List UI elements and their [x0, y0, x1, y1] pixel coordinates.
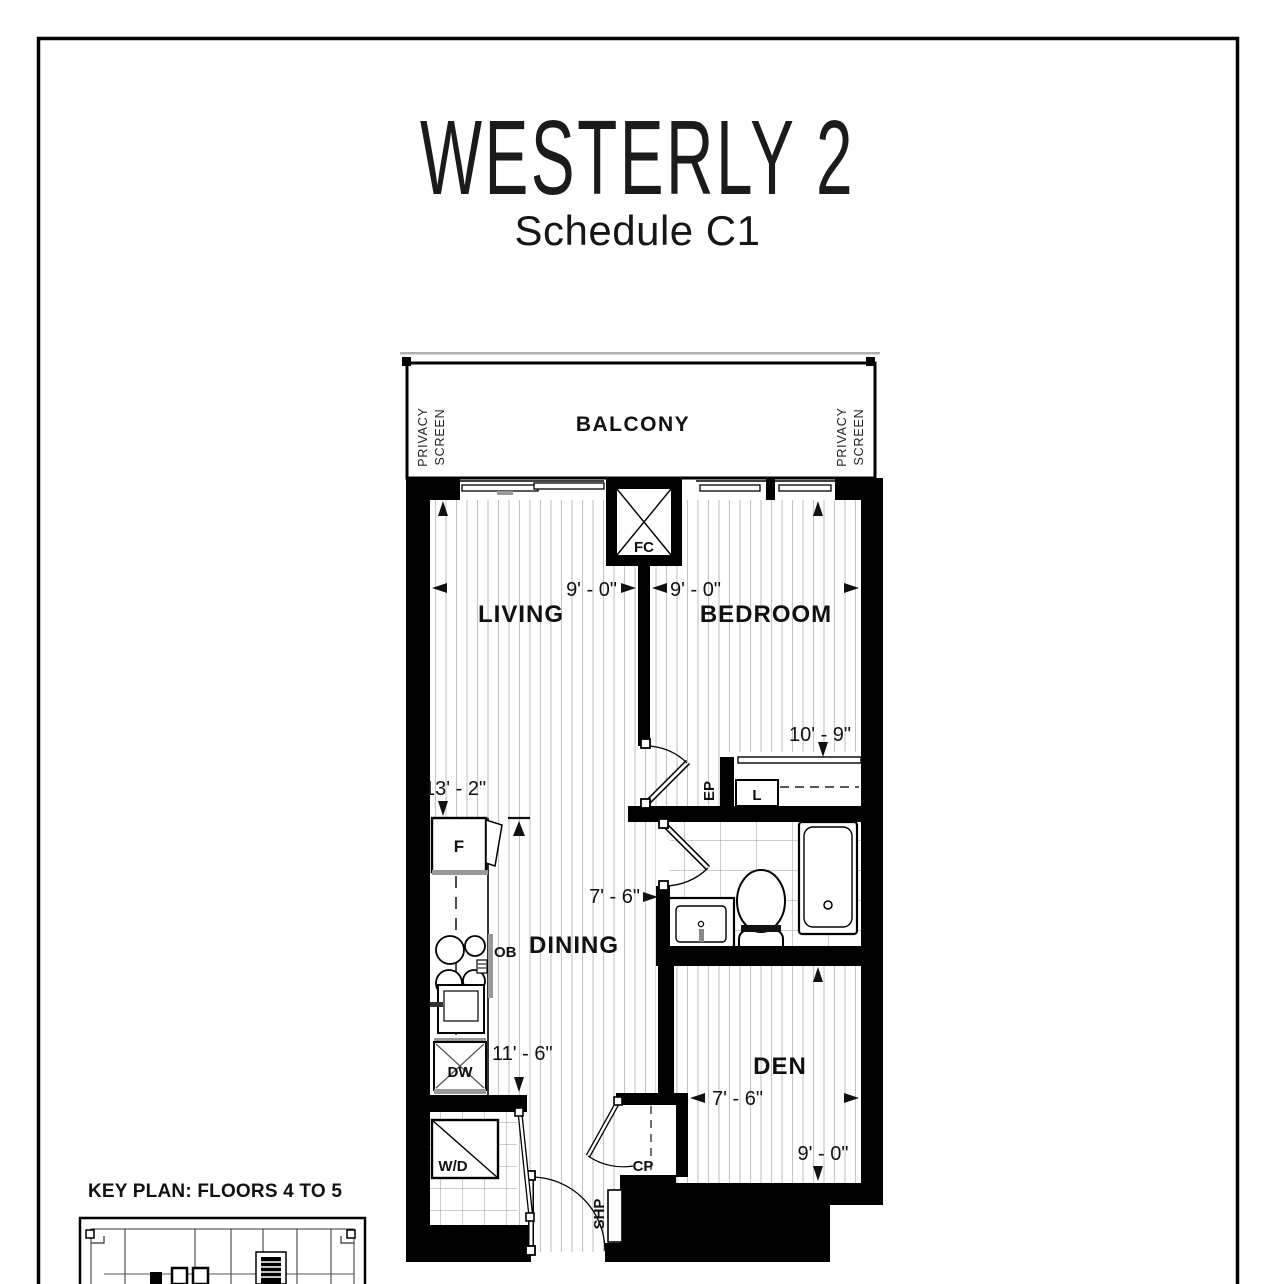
- vanity-sink: [668, 898, 734, 948]
- closet-shelf: [738, 757, 861, 763]
- toilet: [737, 870, 785, 956]
- oven-label: OB: [494, 944, 517, 961]
- oven-handle: [488, 934, 493, 998]
- dim-kitchen-length: 11' - 6": [492, 1043, 553, 1065]
- kitchen-sink: [430, 985, 484, 1033]
- sliding-door-panel: [462, 485, 538, 491]
- privacy-screen-right-line1: PRIVACY: [835, 407, 849, 467]
- laundry-top-wall: [430, 1095, 527, 1112]
- linen-label: L: [752, 787, 762, 804]
- counter-divider: [434, 1089, 486, 1094]
- privacy-screen-left-line2: SCREEN: [433, 408, 447, 466]
- balcony-label: BALCONY: [575, 413, 691, 436]
- privacy-screen-left-line1: PRIVACY: [416, 407, 430, 467]
- key-plan-core: [150, 1272, 162, 1284]
- key-plan-title: KEY PLAN: FLOORS 4 TO 5: [88, 1181, 343, 1202]
- coat-closet-label: CP: [632, 1158, 654, 1175]
- dim-den-length: 9' - 0": [797, 1143, 849, 1165]
- key-plan-stair: [256, 1252, 286, 1284]
- dining-label: DINING: [529, 932, 619, 959]
- entry-wall-left: [406, 1225, 531, 1262]
- fridge-label: F: [453, 837, 465, 856]
- counter-divider: [432, 870, 488, 875]
- privacy-screen-post-left: [402, 357, 411, 366]
- project-title: WESTERLY 2: [419, 99, 856, 217]
- bedroom-window: [779, 485, 831, 491]
- den-label: DEN: [753, 1053, 807, 1080]
- dim-bedroom-width: 9' - 0": [670, 579, 721, 601]
- right-exterior-wall: [861, 478, 883, 1205]
- ep-label: EP: [701, 780, 718, 802]
- left-exterior-wall: [406, 478, 430, 1262]
- schedule-subtitle: Schedule C1: [514, 207, 761, 254]
- bathtub: [799, 822, 857, 934]
- sliding-door-panel: [534, 483, 604, 489]
- shelf-label: SHP: [591, 1198, 608, 1230]
- dishwasher-label: DW: [447, 1064, 473, 1081]
- living-bedroom-wall: [638, 566, 650, 746]
- privacy-screen-post-right: [866, 357, 875, 366]
- dim-living-width: 9' - 0": [566, 579, 617, 601]
- den-left-wall: [658, 966, 674, 1093]
- bath-left-wall: [656, 886, 670, 946]
- bath-bottom-wall: [656, 946, 861, 966]
- dim-bedroom-length: 10' - 9": [788, 724, 852, 746]
- bedroom-window: [700, 485, 760, 491]
- den-bottom-wall: [676, 1183, 883, 1205]
- bedroom-label: BEDROOM: [699, 601, 833, 628]
- dim-dining-width: 7' - 6": [589, 886, 640, 908]
- balcony-edge-line: [400, 352, 880, 355]
- balcony: [400, 352, 880, 478]
- dim-living-length: 13' - 2": [424, 778, 487, 800]
- closet-end-wall: [720, 757, 734, 806]
- key-plan: [80, 1181, 365, 1284]
- privacy-screen-right-line2: SCREEN: [852, 408, 866, 466]
- washer-dryer-label: W/D: [438, 1158, 468, 1175]
- living-label: LIVING: [477, 601, 565, 628]
- shelf-niche: [608, 1190, 622, 1242]
- fc-label: FC: [634, 539, 654, 556]
- coat-closet-right-wall: [676, 1093, 688, 1177]
- dim-den-width: 7' - 6": [712, 1088, 763, 1110]
